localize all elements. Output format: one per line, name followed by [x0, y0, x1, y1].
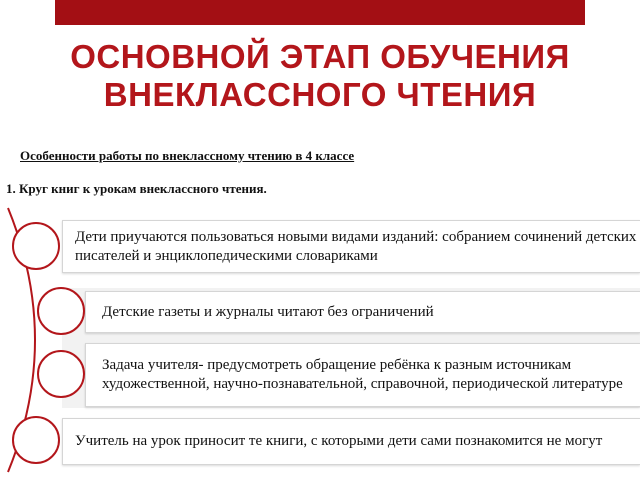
section-heading: 1. Круг книг к урокам внеклассного чтения.	[6, 181, 267, 196]
list-item-text: Учитель на урок приносит те книги, с которыми дети сами познакомится не могут	[75, 433, 603, 449]
list-item-marker-3	[37, 350, 85, 398]
list-item-4	[62, 418, 640, 465]
list-item-marker-1	[12, 222, 60, 270]
list-item-text: Задача учителя- предусмотреть обращение ребёнка к разным источникам художественной, научно-познавательной, справочной, периодической литературе	[102, 357, 623, 392]
slide-title: ОСНОВНОЙ ЭТАП ОБУЧЕНИЯ ВНЕКЛАССНОГО ЧТЕНИЯ	[70, 38, 570, 113]
list-item-marker-4	[12, 416, 60, 464]
slide-subtitle: Особенности работы по внеклассному чтению в 4 классе	[20, 148, 355, 163]
list-item-text: Дети приучаются пользоваться новыми видами изданий: собранием сочинений детских писателей и энциклопедическими словариками	[75, 228, 637, 264]
list-item-text: Детские газеты и журналы читают без ограничений	[102, 303, 434, 320]
list-item-3	[85, 343, 640, 407]
list-item-2	[85, 291, 640, 333]
list-item-1	[62, 220, 640, 273]
top-accent-bar	[55, 0, 585, 25]
list-item-marker-2	[37, 287, 85, 335]
